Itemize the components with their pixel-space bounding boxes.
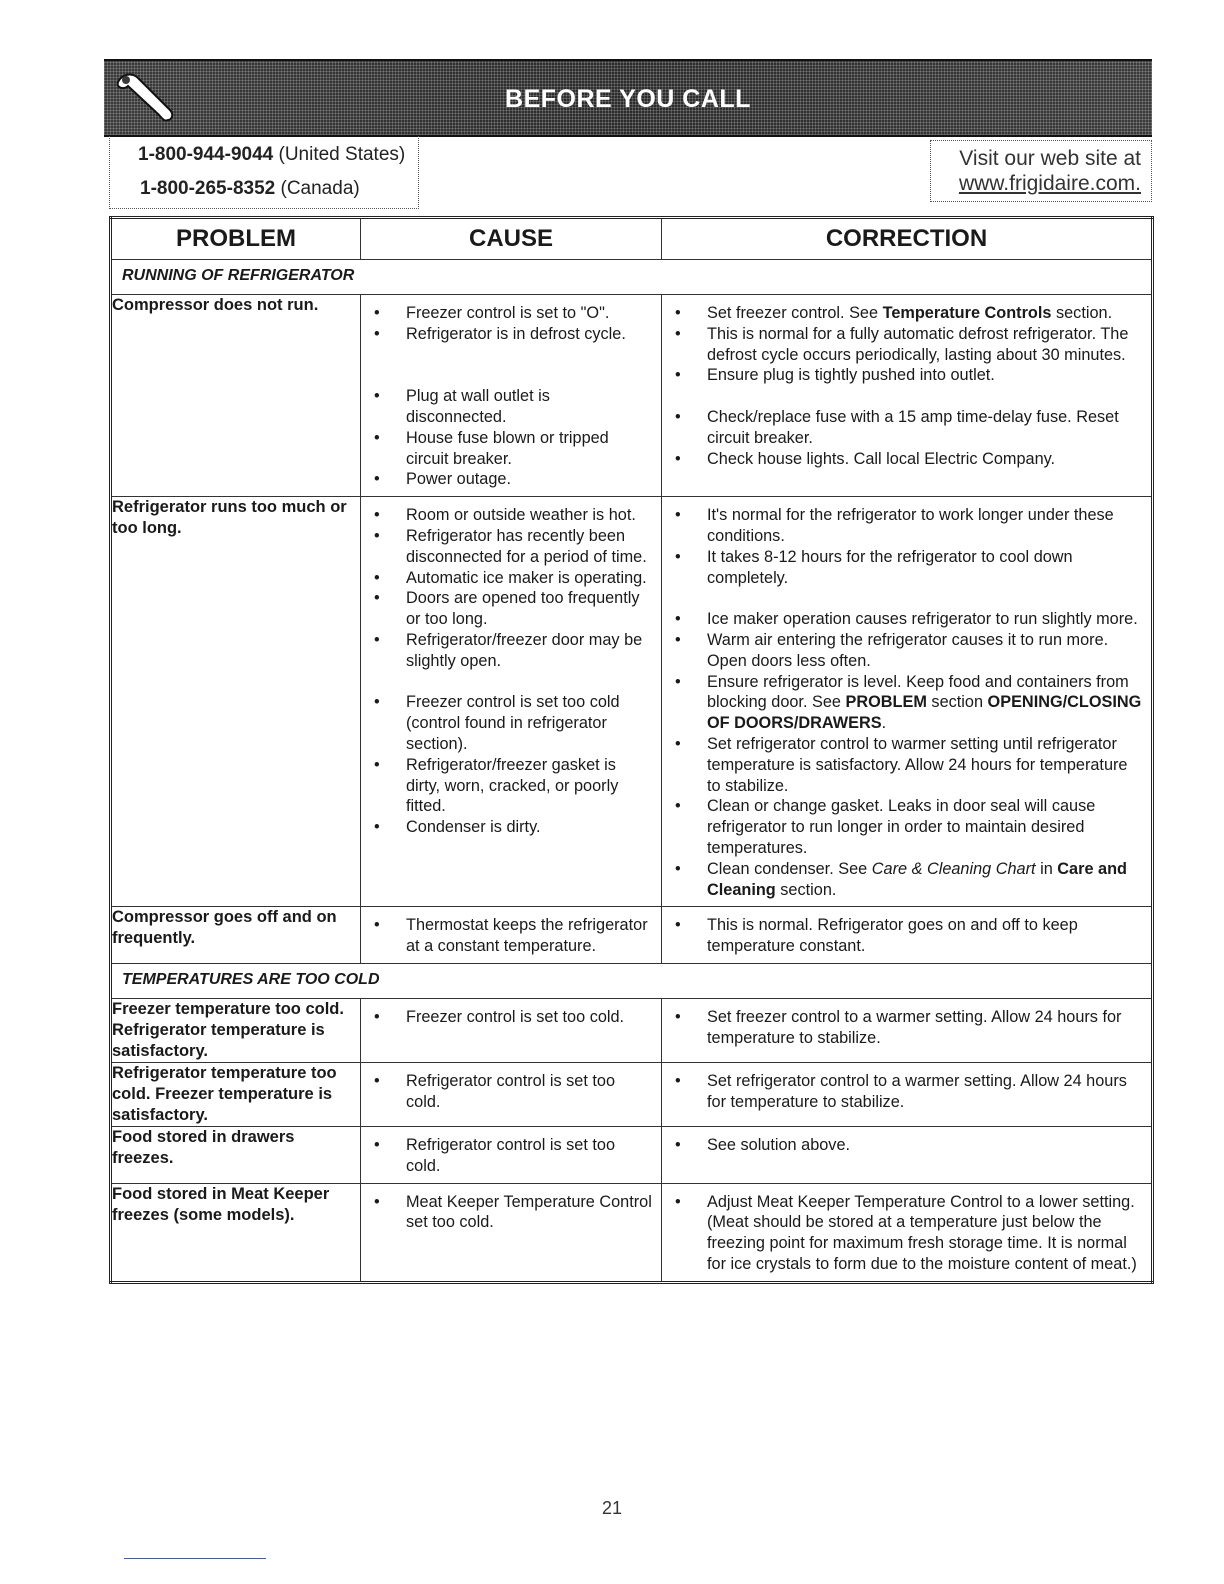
list-item: • Refrigerator control is set too cold.: [361, 1071, 653, 1113]
correction-cell: [662, 998, 1153, 1062]
list-item: • Set refrigerator control to a warmer setting. Allow 24 hours for temperature to stabilize.: [662, 1071, 1143, 1113]
problem-cell: Food stored in drawers freezes.: [111, 1126, 361, 1183]
list-item: • Clean condenser. See Care & Cleaning Chart in Care and Cleaning section.: [662, 859, 1143, 901]
page-number: 21: [601, 1498, 623, 1518]
phone-numbers-box: [109, 134, 419, 209]
cause-cell: [361, 1062, 662, 1126]
list-item: • Room or outside weather is hot.: [361, 505, 653, 526]
table-row: [111, 295, 1153, 497]
cause-cell: [361, 295, 662, 497]
list-item: • Ensure plug is tightly pushed into outlet.: [662, 365, 1143, 386]
list-item: • See solution above.: [662, 1135, 1143, 1156]
cause-cell: [361, 1183, 662, 1282]
correction-cell: [662, 497, 1153, 907]
table-row: [111, 1062, 1153, 1126]
list-item: • Warm air entering the refrigerator causes it to run more. Open doors less often.: [662, 630, 1143, 672]
list-item: • Ice maker operation causes refrigerator to run slightly more.: [662, 609, 1143, 630]
problem-cell: Food stored in Meat Keeper freezes (some models).: [111, 1183, 361, 1282]
phone-canada-label: (Canada): [280, 178, 360, 199]
cause-cell: [361, 998, 662, 1062]
section-heading: RUNNING OF REFRIGERATOR: [111, 260, 1153, 295]
table-row: [111, 1126, 1153, 1183]
list-item: • Set refrigerator control to warmer setting until refrigerator temperature is satisfactory. Allow 24 hours for temperature to stabilize.: [662, 734, 1143, 796]
cause-cell: [361, 497, 662, 907]
section-heading-row: [111, 260, 1153, 295]
table-header-row: [111, 218, 1153, 260]
list-item: • Doors are opened too frequently or too long.: [361, 588, 653, 630]
correction-cell: [662, 1062, 1153, 1126]
section-heading: TEMPERATURES ARE TOO COLD: [111, 963, 1153, 998]
cause-cell: [361, 907, 662, 964]
list-item: • Refrigerator/freezer door may be slightly open.: [361, 630, 653, 672]
correction-cell: [662, 295, 1153, 497]
table-row: [111, 907, 1153, 964]
list-item: • Condenser is dirty.: [361, 817, 653, 838]
phone-us-number: 1-800-944-9044: [138, 144, 274, 165]
column-header-problem: PROBLEM: [111, 218, 361, 260]
problem-cell: Compressor goes off and on frequently.: [111, 907, 361, 964]
table-row: [111, 998, 1153, 1062]
page-title: BEFORE YOU CALL: [505, 85, 751, 113]
list-item: • Power outage.: [361, 469, 653, 490]
website-intro: Visit our web site at: [959, 147, 1141, 170]
list-item: • Meat Keeper Temperature Control set too cold.: [361, 1192, 653, 1234]
correction-cell: [662, 907, 1153, 964]
phone-canada: [140, 178, 360, 200]
correction-cell: [662, 1126, 1153, 1183]
list-item: • Refrigerator has recently been disconnected for a period of time.: [361, 526, 653, 568]
list-item: • This is normal. Refrigerator goes on and off to keep temperature constant.: [662, 915, 1143, 957]
list-item: • It takes 8-12 hours for the refrigerator to cool down completely.: [662, 547, 1143, 589]
problem-cell: Refrigerator temperature too cold. Freezer temperature is satisfactory.: [111, 1062, 361, 1126]
list-item: • Freezer control is set to "O".: [361, 303, 653, 324]
list-item: • Freezer control is set too cold (control found in refrigerator section).: [361, 692, 653, 754]
phone-us: [138, 144, 405, 166]
website-box: [930, 140, 1152, 202]
troubleshooting-table: [109, 216, 1154, 1284]
list-item: • Check/replace fuse with a 15 amp time-delay fuse. Reset circuit breaker.: [662, 407, 1143, 449]
list-item: • Plug at wall outlet is disconnected.: [361, 386, 653, 428]
list-item: • Set freezer control to a warmer setting. Allow 24 hours for temperature to stabilize.: [662, 1007, 1143, 1049]
list-item: • Refrigerator is in defrost cycle.: [361, 324, 653, 345]
list-item: • Ensure refrigerator is level. Keep food and containers from blocking door. See PROBLEM section OPENING/CLOSING OF DOORS/DRAWERS.: [662, 672, 1143, 734]
problem-cell: Freezer temperature too cold. Refrigerator temperature is satisfactory.: [111, 998, 361, 1062]
wrench-icon: [112, 66, 184, 126]
list-item: • Check house lights. Call local Electric Company.: [662, 449, 1143, 470]
list-item: • Freezer control is set too cold.: [361, 1007, 653, 1028]
section-heading-row: [111, 963, 1153, 998]
problem-cell: Refrigerator runs too much or too long.: [111, 497, 361, 907]
list-item: • This is normal for a fully automatic defrost refrigerator. The defrost cycle occurs periodically, lasting about 30 minutes.: [662, 324, 1143, 366]
column-header-cause: CAUSE: [361, 218, 662, 260]
list-item: • Automatic ice maker is operating.: [361, 568, 653, 589]
phone-canada-number: 1-800-265-8352: [140, 178, 276, 199]
title-banner: [104, 59, 1152, 137]
list-item: • Set freezer control. See Temperature Controls section.: [662, 303, 1143, 324]
footer-rule: [124, 1558, 266, 1559]
list-item: • It's normal for the refrigerator to work longer under these conditions.: [662, 505, 1143, 547]
problem-cell: Compressor does not run.: [111, 295, 361, 497]
correction-cell: [662, 1183, 1153, 1282]
list-item: • Clean or change gasket. Leaks in door seal will cause refrigerator to run longer in order to maintain desired temperatures.: [662, 796, 1143, 858]
table-row: [111, 1183, 1153, 1282]
list-item: • Refrigerator/freezer gasket is dirty, worn, cracked, or poorly fitted.: [361, 755, 653, 817]
table-row: [111, 497, 1153, 907]
website-link[interactable]: www.frigidaire.com.: [958, 172, 1141, 195]
phone-us-label: (United States): [278, 144, 406, 165]
list-item: • Adjust Meat Keeper Temperature Control to a lower setting. (Meat should be stored at a temperature just below the freezing point for maximum fresh storage time. It is normal for ice crystals to form due to the moisture content of meat.): [662, 1192, 1143, 1275]
list-item: • Thermostat keeps the refrigerator at a constant temperature.: [361, 915, 653, 957]
column-header-correction: CORRECTION: [662, 218, 1153, 260]
list-item: • House fuse blown or tripped circuit breaker.: [361, 428, 653, 470]
list-item: • Refrigerator control is set too cold.: [361, 1135, 653, 1177]
cause-cell: [361, 1126, 662, 1183]
